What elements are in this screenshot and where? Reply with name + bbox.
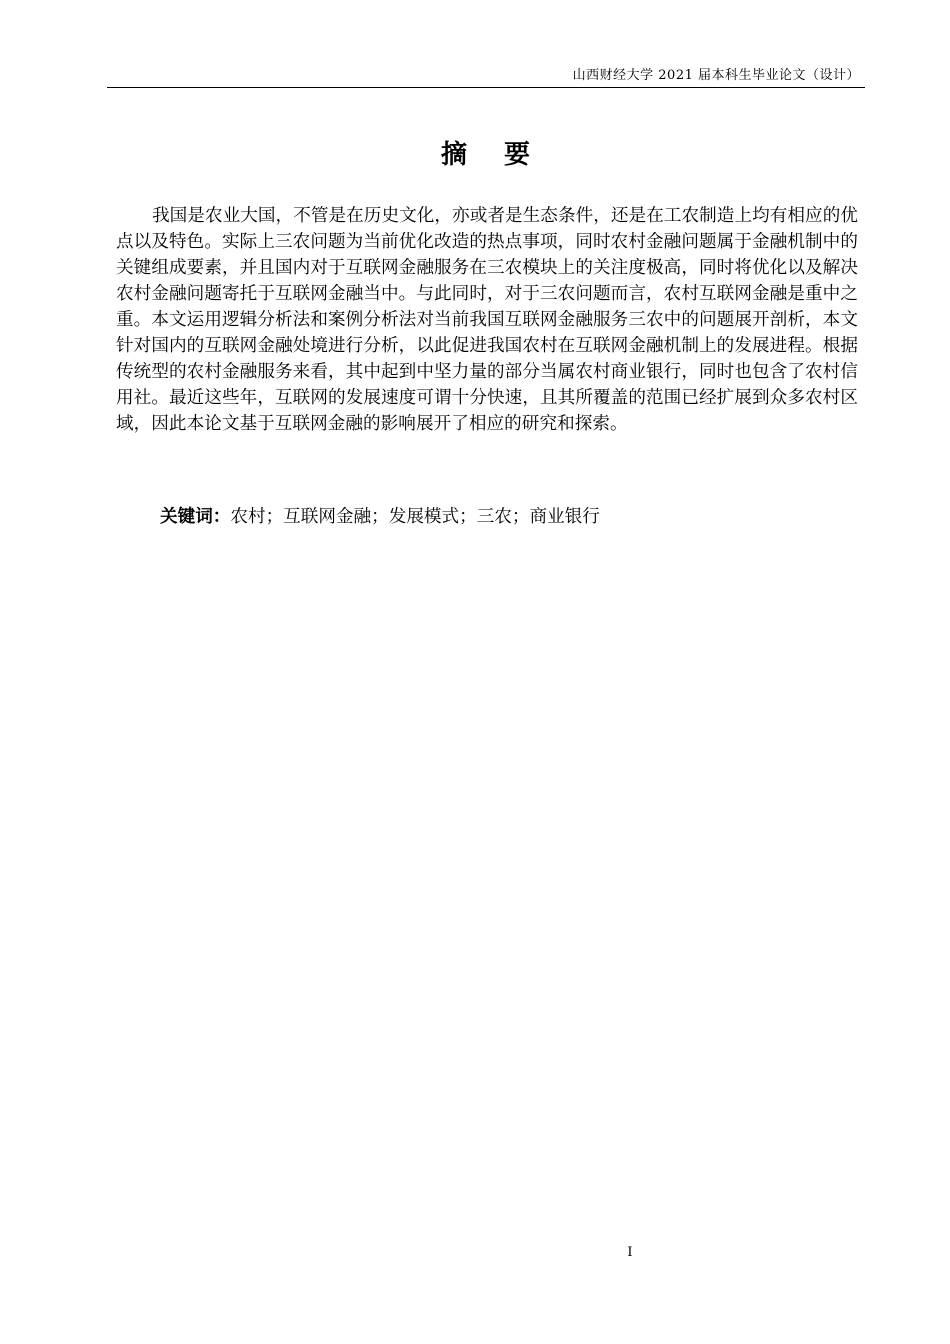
keywords-list: 农村；互联网金融；发展模式；三农；商业银行 [230, 507, 600, 527]
abstract-body: 我国是农业大国，不管是在历史文化，亦或者是生态条件，还是在工农制造上均有相应的优点以及特色。实际上三农问题为当前优化改造的热点事项，同时农村金融问题属于金融机制中的关键组成要素，并且国内对于互联网金融服务在三农模块上的关注度极高，同时将优化以及解决农村金融问题寄托于互联网金融当中。与此同时，对于三农问题而言，农村互联网金融是重中之重。本文运用逻辑分析法和案例分析法对当前我国互联网金融服务三农中的问题展开剖析，本文针对国内的互联网金融处境进行分析，以此促进我国农村在互联网金融机制上的发展进程。根据传统型的农村金融服务来看，其中起到中坚力量的部分当属农村商业银行，同时也包含了农村信用社。最近这些年，互联网的发展速度可谓十分快速，且其所覆盖的范围已经扩展到众多农村区域，因此本论文基于互联网金融的影响展开了相应的研究和探索。 [116, 206, 858, 434]
page-number: I [627, 1245, 633, 1260]
keywords-label: 关键词： [160, 507, 231, 527]
abstract-title: 摘 要 [440, 140, 545, 170]
header-rule [107, 87, 865, 88]
running-header: 山西财经大学 2021 届本科生毕业论文（设计） [572, 68, 860, 83]
keywords-line [160, 505, 860, 529]
